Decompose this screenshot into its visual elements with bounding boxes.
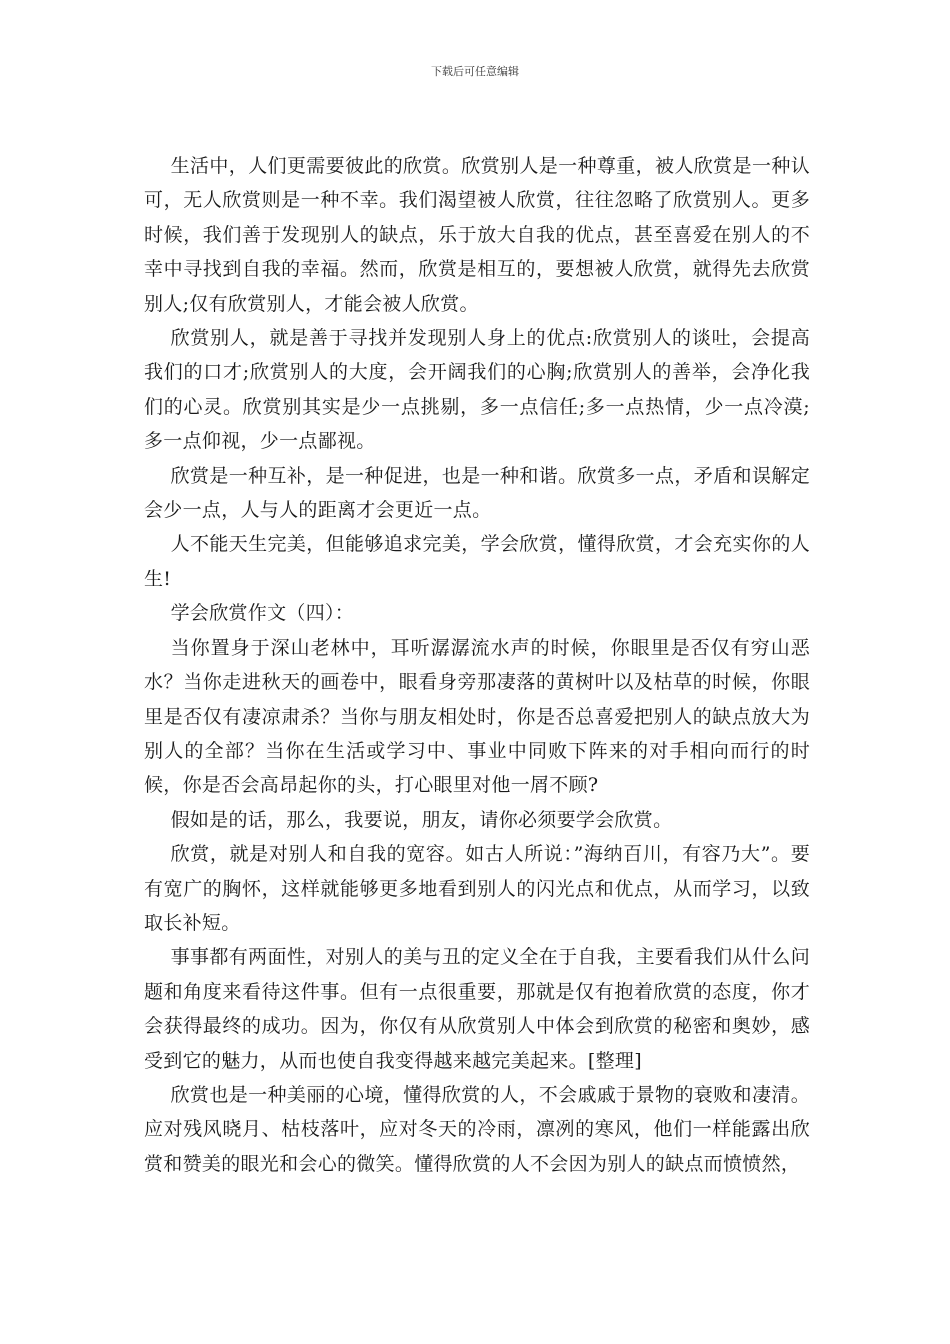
paragraph: 人不能天生完美，但能够追求完美，学会欣赏，懂得欣赏，才会充实你的人生! (144, 533, 810, 590)
paragraph: 当你置身于深山老林中，耳听潺潺流水声的时候，你眼里是否仅有穷山恶水？当你走进秋天的画卷中，眼看身旁那凄落的黄树叶以及枯草的时候，你眼里是否仅有凄凉肃杀？当你与朋友相处时，你是否总喜爱把别人的缺点放大为别人的全部？当你在生活或学习中、事业中同败下阵来的对手相向而行的时候，你是否会高昂起你的头，打心眼里对他一屑不顾? (144, 636, 810, 797)
paragraph: 假如是的话，那么，我要说，朋友，请你必须要学会欣赏。 (170, 808, 673, 831)
paragraph: 生活中，人们更需要彼此的欣赏。欣赏别人是一种尊重，被人欣赏是一种认可，无人欣赏则是一种不幸。我们渴望被人欣赏，往往忽略了欣赏别人。更多时候，我们善于发现别人的缺点，乐于放大自我的优点，甚至喜爱在别人的不幸中寻找到自我的幸福。然而，欣赏是相互的，要想被人欣赏，就得先去欣赏别人;仅有欣赏别人，才能会被人欣赏。 (144, 155, 810, 315)
paragraph: 欣赏也是一种美丽的心境，懂得欣赏的人，不会戚戚于景物的衰败和凄清。应对残风晓月、枯枝落叶，应对冬天的冷雨，凛冽的寒风，他们一样能露出欣赏和赞美的眼光和会心的微笑。懂得欣赏的人不会因为别人的缺点而愤愤然， (144, 1083, 810, 1175)
body-text (144, 149, 810, 1181)
paragraph: 欣赏别人，就是善于寻找并发现别人身上的优点:欣赏别人的谈吐，会提高我们的口才;欣赏别人的大度，会开阔我们的心胸;欣赏别人的善举，会净化我们的心灵。欣赏别其实是少一点挑剔，多一点信任;多一点热情，少一点冷漠;多一点仰视，少一点鄙视。 (144, 327, 810, 453)
paragraph: 欣赏，就是对别人和自我的宽容。如古人所说：”海纳百川，有容乃大”。要有宽广的胸怀，这样就能够更多地看到别人的闪光点和优点，从而学习，以致取长补短。 (144, 843, 810, 934)
section-heading: 学会欣赏作文（四）： (170, 602, 355, 625)
page-header: 下载后可任意编辑 (431, 65, 519, 78)
paragraph: 欣赏是一种互补，是一种促进，也是一种和谐。欣赏多一点，矛盾和误解定会少一点，人与人的距离才会更近一点。 (144, 464, 810, 522)
paragraph: 事事都有两面性，对别人的美与丑的定义全在于自我，主要看我们从什么问题和角度来看待这件事。但有一点很重要，那就是仅有抱着欣赏的态度，你才会获得最终的成功。因为，你仅有从欣赏别人中体会到欣赏的秘密和奥妙，感受到它的魅力，从而也使自我变得越来越完美起来。[整理] (144, 946, 810, 1072)
